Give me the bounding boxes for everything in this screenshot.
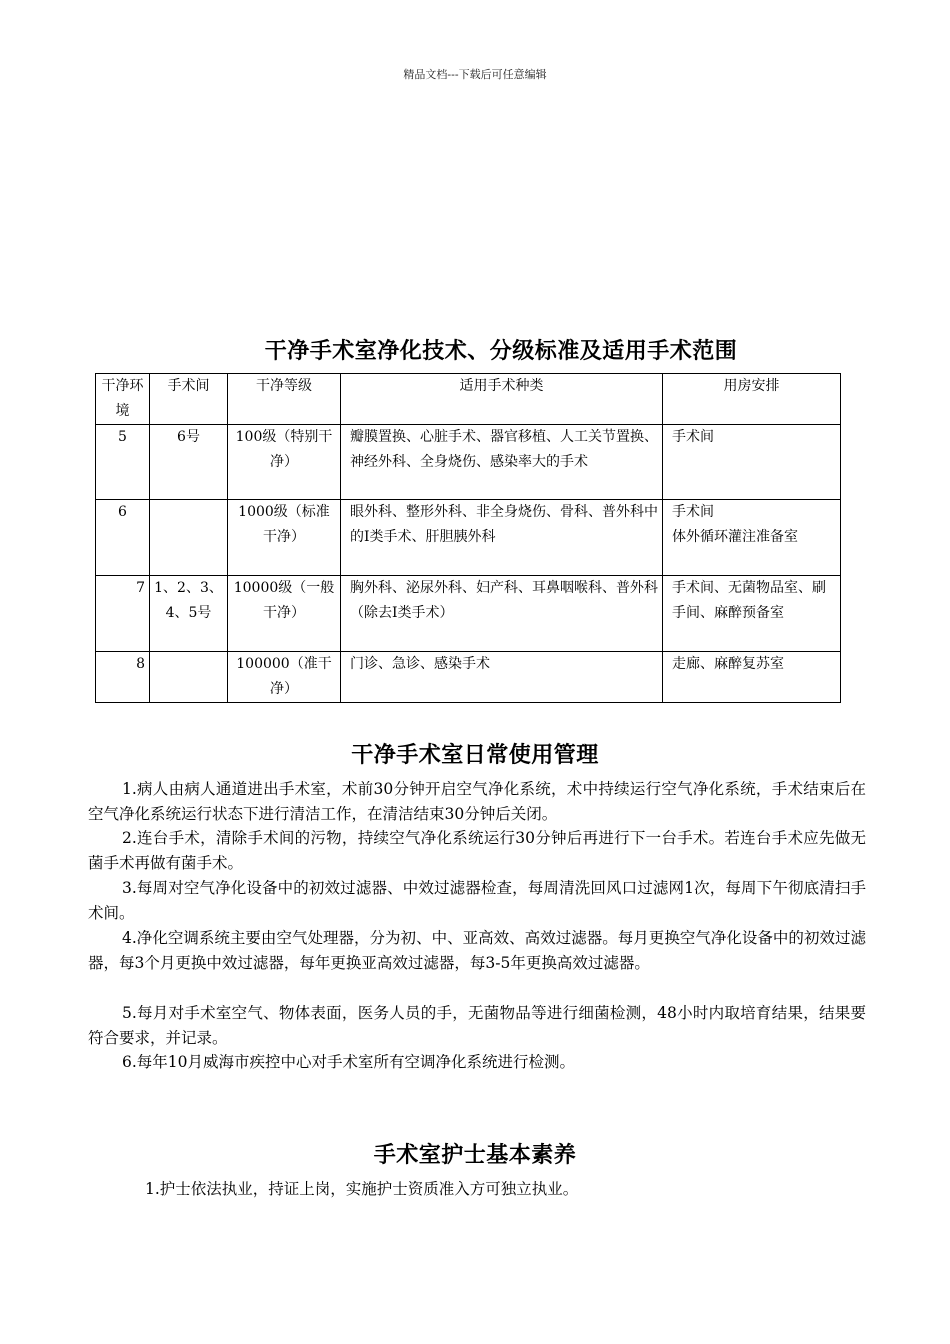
column-header-usage: 用房安排 xyxy=(663,374,841,425)
table-row xyxy=(96,500,841,576)
table-row xyxy=(96,652,841,703)
cell-usage xyxy=(663,500,841,576)
grading-table xyxy=(95,373,841,703)
cell-room xyxy=(150,652,228,703)
cell-room xyxy=(150,500,228,576)
nurse-item-1: 1.护士依法执业，持证上岗，实施护士资质准入方可独立执业。 xyxy=(145,1180,579,1198)
cell-grade: 10000级（一般干净） xyxy=(228,576,341,652)
cell-usage: 走廊、麻醉复苏室 xyxy=(663,652,841,703)
table-header-row xyxy=(96,374,841,425)
cell-room: 1、2、3、4、5号 xyxy=(150,576,228,652)
management-item-5 xyxy=(88,1001,866,1051)
cell-types: 门诊、急诊、感染手术 xyxy=(341,652,663,703)
item-text: 3.每周对空气净化设备中的初效过滤器、中效过滤器检查，每周清洗回风口过滤网1次，每周下午彻底清扫手术间。 xyxy=(88,879,866,922)
item-text: 1.病人由病人通道进出手术室，术前30分钟开启空气净化系统，术中持续运行空气净化系统，手术结束后在空气净化系统运行状态下进行清洁工作，在清洁结束30分钟后关闭。 xyxy=(88,780,866,823)
page-header: 精品文档---下载后可任意编辑 xyxy=(403,68,547,81)
cell-usage: 手术间 xyxy=(663,425,841,500)
section-title-daily-management: 干净手术室日常使用管理 xyxy=(351,743,599,768)
cell-types: 瓣膜置换、心脏手术、器官移植、人工关节置换、神经外科、全身烧伤、感染率大的手术 xyxy=(341,425,663,500)
cell-usage-line: 手术间 xyxy=(672,504,714,520)
cell-usage-line: 体外循环灌注准备室 xyxy=(672,529,798,545)
section-title-nurse-qualities: 手术室护士基本素养 xyxy=(373,1143,577,1168)
column-header-env: 干净环境 xyxy=(96,374,150,425)
cell-grade: 100000（准干净） xyxy=(228,652,341,703)
item-text: 5.每月对手术室空气、物体表面，医务人员的手，无菌物品等进行细菌检测，48小时内取培育结果，结果要符合要求，并记录。 xyxy=(88,1004,866,1047)
column-header-grade: 干净等级 xyxy=(228,374,341,425)
cell-env: 7 xyxy=(96,576,150,652)
management-item-6 xyxy=(88,1050,866,1075)
management-item-4 xyxy=(88,926,866,976)
cell-types: 眼外科、整形外科、非全身烧伤、骨科、普外科中的Ⅰ类手术、肝胆胰外科 xyxy=(341,500,663,576)
cell-env: 6 xyxy=(96,500,150,576)
management-item-2 xyxy=(88,826,866,876)
cell-room: 6号 xyxy=(150,425,228,500)
table-row xyxy=(96,576,841,652)
column-header-room: 手术间 xyxy=(150,374,228,425)
section-title-grading: 干净手术室净化技术、分级标准及适用手术范围 xyxy=(264,339,738,364)
item-text: 4.净化空调系统主要由空气处理器，分为初、中、亚高效、高效过滤器。每月更换空气净化设备中的初效过滤器，每3个月更换中效过滤器，每年更换亚高效过滤器，每3-5年更换高效过滤器。 xyxy=(88,929,866,972)
management-item-3 xyxy=(88,876,866,926)
column-header-types: 适用手术种类 xyxy=(341,374,663,425)
item-text: 6.每年10月威海市疾控中心对手术室所有空调净化系统进行检测。 xyxy=(122,1053,576,1071)
table-row xyxy=(96,425,841,500)
cell-grade: 100级（特别干净） xyxy=(228,425,341,500)
cell-env: 8 xyxy=(96,652,150,703)
item-text: 2.连台手术，清除手术间的污物，持续空气净化系统运行30分钟后再进行下一台手术。若连台手术应先做无菌手术再做有菌手术。 xyxy=(88,829,866,872)
cell-types: 胸外科、泌尿外科、妇产科、耳鼻咽喉科、普外科（除去Ⅰ类手术） xyxy=(341,576,663,652)
cell-grade: 1000级（标准干净） xyxy=(228,500,341,576)
cell-usage: 手术间、无菌物品室、刷手间、麻醉预备室 xyxy=(663,576,841,652)
cell-env: 5 xyxy=(96,425,150,500)
management-item-1 xyxy=(88,777,866,827)
